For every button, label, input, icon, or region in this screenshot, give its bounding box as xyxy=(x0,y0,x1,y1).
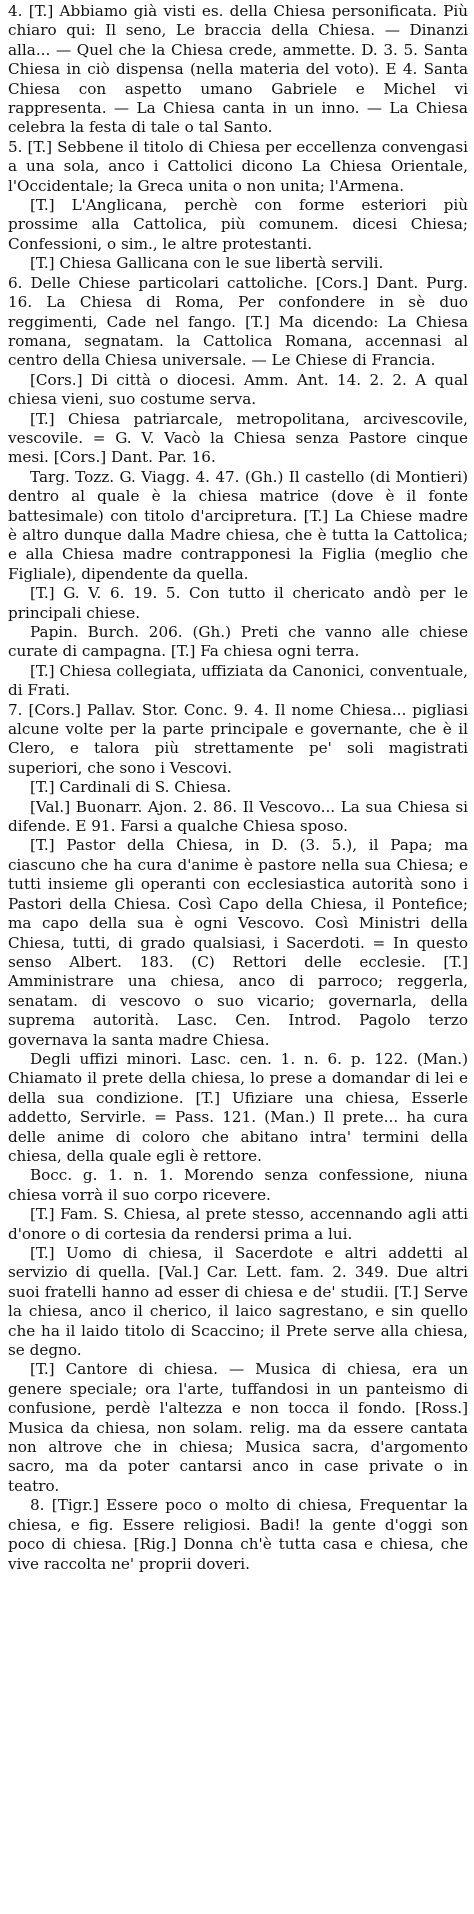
entry-paragraph-papin-burch: Papin. Burch. 206. (Gh.) Preti che vanno alle chiese curate di campagna. [T.] Fa chiesa ogni terra. xyxy=(8,623,468,661)
entry-paragraph-targ-tozz: Targ. Tozz. G. Viagg. 4. 47. (Gh.) Il castello (di Montieri) dentro al quale è la chiesa matrice (dove è il fonte battesimale) con titolo d'arcipretura. [T.] La Chiese madre è altro dunque dalla Madre chiesa, che è tutta la Cattolica; e alla Chiesa madre contrapponesi la Figlia (meglio che Figliale), dipendente da quella. xyxy=(8,467,468,583)
entry-paragraph-uomo-di-chiesa: [T.] Uomo di chiesa, il Sacerdote e altri addetti al servizio di quella. [Val.] Car. Lett. fam. 2. 349. Due altri suoi fratelli hanno ad esser di chiesa e de' studii. [T.] Serve la chiesa, anco il cherico, il laico sagrestano, e sin quello che ha il laido titolo di Scaccino; il Prete serve alla chiesa, se degno. xyxy=(8,1244,468,1360)
entry-paragraph-bocc: Bocc. g. 1. n. 1. Morendo senza confessione, niuna chiesa vorrà il suo corpo ricevere. xyxy=(8,1166,468,1204)
entry-paragraph-5: 5. [T.] Sebbene il titolo di Chiesa per eccellenza convengasi a una sola, anco i Cattolici dicono La Chiesa Orientale, l'Occidentale; la Greca unita o non unita; l'Armena. xyxy=(8,137,468,195)
entry-paragraph-patriarcale: [T.] Chiesa patriarcale, metropolitana, arcivescovile, vescovile. = G. V. Vacò la Chiesa senza Pastore cinque mesi. [Cors.] Dant. Par. 16. xyxy=(8,409,468,467)
entry-paragraph-chericato: [T.] G. V. 6. 19. 5. Con tutto il chericato andò per le principali chiese. xyxy=(8,584,468,622)
entry-paragraph-fam: [T.] Fam. S. Chiesa, al prete stesso, accennando agli atti d'onore o di cortesia da rendersi prima a lui. xyxy=(8,1205,468,1243)
entry-paragraph-pastor: [T.] Pastor della Chiesa, in D. (3. 5.), il Papa; ma ciascuno che ha cura d'anime è pastore nella sua Chiesa; e tutti insieme gli operanti con ecclesiastica autorità sono i Pastori della Chiesa. Così Capo della Chiesa, il Pontefice; ma capo della sua è ogni Vescovo. Così Ministri della Chiesa, tutti, di grado qualsiasi, i Sacerdoti. = In questo senso Albert. 183. (C) Rettori delle ecclesie. [T.] Amministrare una chiesa, anco di parroco; reggerla, senatam. di vescovo o suo vicario; governarla, della suprema autorità. Lasc. Cen. Introd. Pagolo terzo governava la santa madre Chiesa. xyxy=(8,836,468,1049)
entry-paragraph-6: 6. Delle Chiese particolari cattoliche. [Cors.] Dant. Purg. 16. La Chiesa di Roma, Per confondere in sè duo reggimenti, Cade nel fango. [T.] Ma dicendo: La Chiesa romana, segnatam. la Cattolica Romana, accennasi al centro della Chiesa universale. — Le Chiese di Francia. xyxy=(8,273,468,370)
entry-paragraph-cantore: [T.] Cantore di chiesa. — Musica di chiesa, era un genere speciale; ora l'arte, tuffandosi in un panteismo di confusione, perdè l'altezza e non tocca il fondo. [Ross.] Musica da chiesa, non solam. relig. ma da essere cantata non altrove che in chiesa; Musica sacra, d'argomento sacro, ma da poter cantarsi anco in case private o in teatro. xyxy=(8,1360,468,1495)
entry-paragraph-citta-diocesi: [Cors.] Di città o diocesi. Amm. Ant. 14. 2. 2. A qual chiesa vieni, suo costume serva. xyxy=(8,370,468,409)
entry-paragraph-4: 4. [T.] Abbiamo già visti es. della Chiesa personificata. Più chiaro qui: Il seno, Le braccia della Chiesa. — Dinanzi alla... — Quel che la Chiesa crede, ammette. D. 3. 5. Santa Chiesa in ciò dispensa (nella materia del voto). E 4. Santa Chiesa con aspetto umano Gabriele e Michel vi rappresenta. — La Chiesa canta in un inno. — La Chiesa celebra la festa di tale o tal Santo. xyxy=(8,2,468,137)
entry-paragraph-8: 8. [Tigr.] Essere poco o molto di chiesa, Frequentar la chiesa, e fig. Essere religiosi. Badi! la gente d'oggi son poco di chiesa. [Rig.] Donna ch'è tutta casa e chiesa, che vive raccolta ne' proprii doveri. xyxy=(8,1496,468,1573)
entry-paragraph-uffizi-minori: Degli uffizi minori. Lasc. cen. 1. n. 6. p. 122. (Man.) Chiamato il prete della chiesa, lo prese a domandar di lei e della sua condizione. [T.] Ufiziare una chiesa, Esserle addetto, Servirle. = Pass. 121. (Man.) Il prete... ha cura delle anime di coloro che abitano intra' termini della chiesa, della quale egli è rettore. xyxy=(8,1049,468,1165)
entry-paragraph-buonarr: [Val.] Buonarr. Ajon. 2. 86. Il Vescovo... La sua Chiesa si difende. E 91. Farsi a qualche Chiesa sposo. xyxy=(8,797,468,836)
entry-paragraph-gallicana: [T.] Chiesa Gallicana con le sue libertà servili. xyxy=(30,254,384,273)
entry-paragraph-anglicana: [T.] L'Anglicana, perchè con forme esteriori più prossime alla Cattolica, più comunem. dicesi Chiesa; Confessioni, o sim., le altre protestanti. xyxy=(8,196,468,253)
entry-paragraph-collegiata: [T.] Chiesa collegiata, uffiziata da Canonici, conventuale, di Frati. xyxy=(8,661,468,700)
entry-paragraph-7: 7. [Cors.] Pallav. Stor. Conc. 9. 4. Il nome Chiesa... pigliasi alcune volte per la parte principale e governante, che è il Clero, e talora più strettamente pe' soli magistrati superiori, che sono i Vescovi. xyxy=(8,700,468,777)
entry-paragraph-cardinali: [T.] Cardinali di S. Chiesa. xyxy=(30,778,232,797)
